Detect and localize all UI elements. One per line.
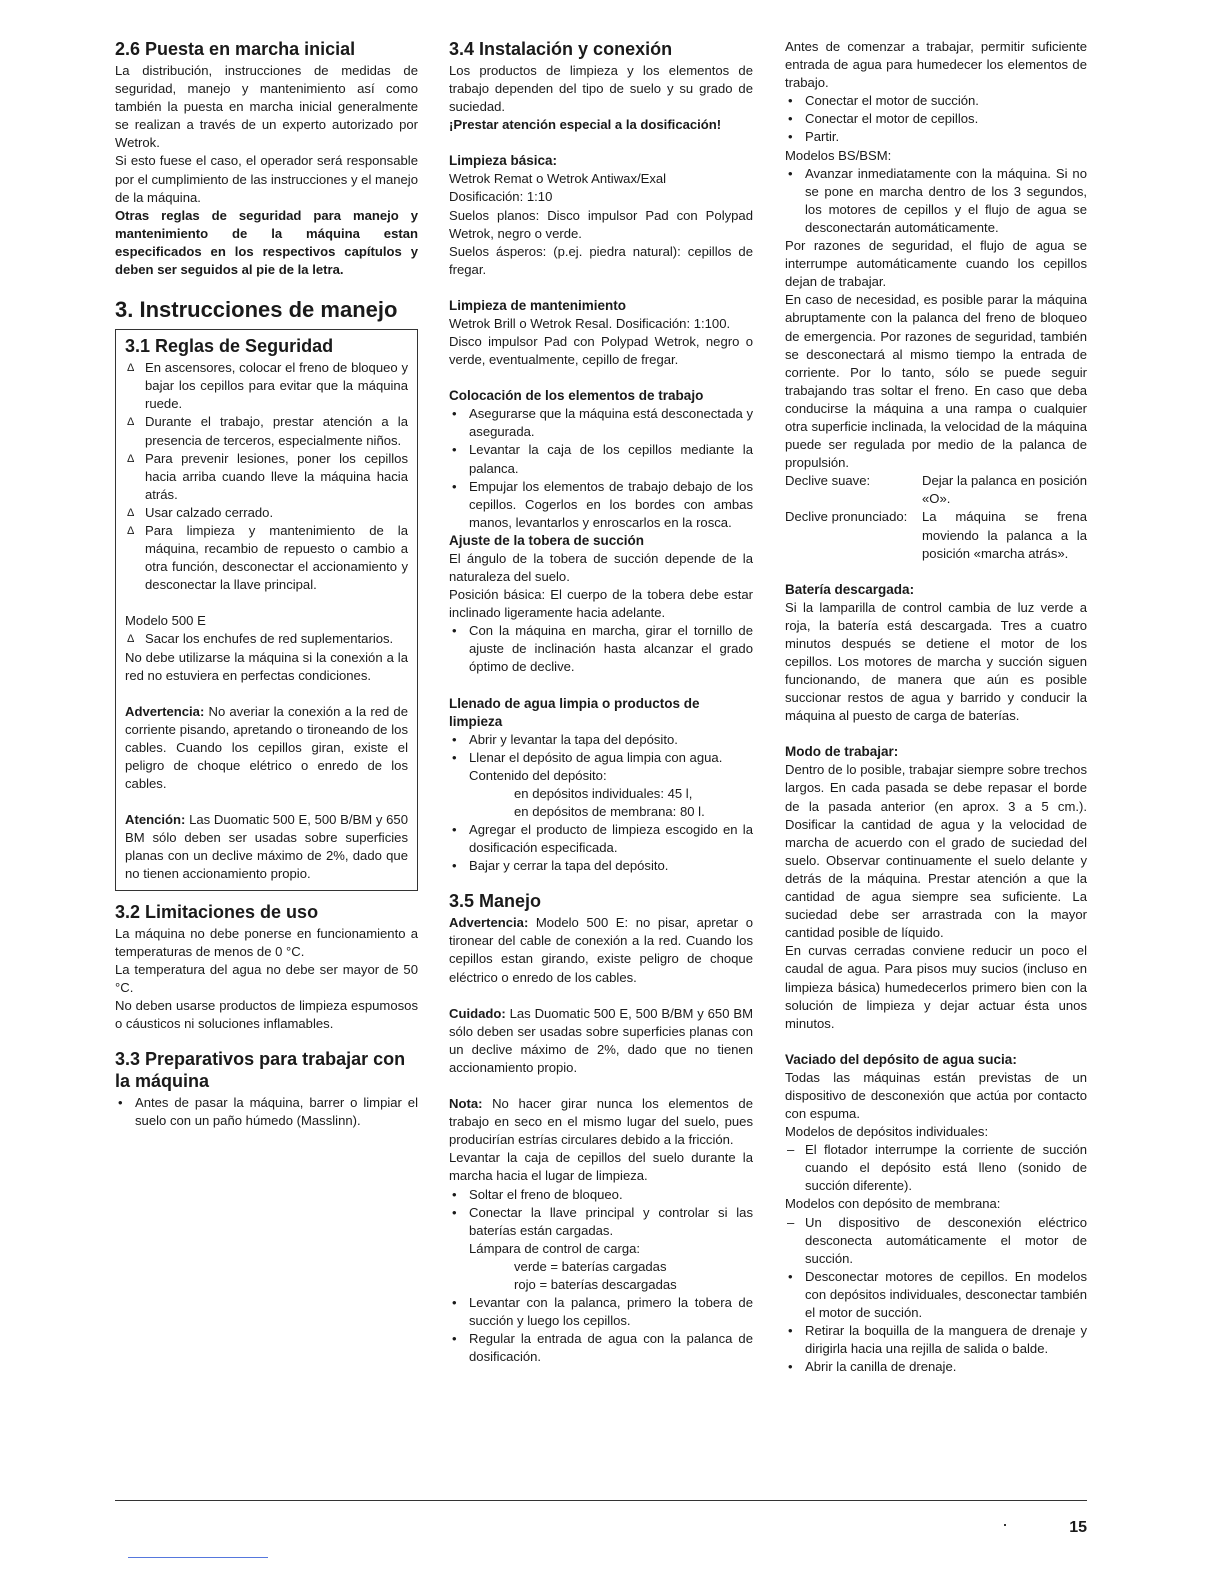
para-2-6-a: La distribución, instrucciones de medidas de seguridad, manejo y mantenimiento así como también la puesta en marcha inicial generalmente se realizan a través de un experto autorizado por Wetrok. (115, 63, 418, 151)
list-item: • Antes de pasar la máquina, barrer o limpiar el suelo con un paño húmedo (Masslinn). (115, 1094, 418, 1130)
list-item: • Abrir la canilla de drenaje. (785, 1358, 1087, 1376)
list-item: • Conectar la llave principal y controlar si las baterías están cargadas. Lámpara de control de carga: verde = baterías cargadas rojo = baterías descargadas (449, 1204, 753, 1294)
definition: Dejar la palanca en posición «O». (922, 473, 1087, 507)
list-item: • Asegurarse que la máquina está desconectada y asegurada. (449, 405, 753, 441)
list-item: • Levantar con la palanca, primero la tobera de succión y luego los cepillos. (449, 1294, 753, 1330)
subheading-vaciado: Vaciado del depósito de agua sucia: (785, 1051, 1017, 1067)
list-item: Δ Usar calzado cerrado. (125, 504, 408, 522)
text-line: Disco impulsor Pad con Polypad Wetrok, negro o verde, eventualmente, cepillo de fregar. (449, 334, 753, 368)
text-line: Levantar la caja de cepillos del suelo durante la marcha hacia el lugar de limpieza. (449, 1150, 753, 1184)
page-number: 15 (1069, 1519, 1087, 1536)
warning-paragraph: Advertencia: Modelo 500 E: no pisar, apretar o tironear del cable de conexión a la red. Cuando los cepillos estan girando, existe peligro de choque eléctrico o enredo de los cables. (449, 915, 753, 985)
text-line: El ángulo de la tobera de succión depende de la naturaleza del suelo. (449, 550, 753, 584)
note-paragraph: Nota: No hacer girar nunca los elementos de trabajo en seco en el mismo lugar del suelo, pues producirían estrías circulares debido a la fricción. (449, 1096, 753, 1148)
text-line: Dentro de lo posible, trabajar siempre sobre trechos largos. En cada pasada se debe repasar el borde de la pasada anterior (en aprox. 3 a 5 cm.). Dosificar la cantidad de agua y la velocidad de marcha de acuerdo con el grado de suciedad del suelo. Observar continuamente el suelo delante y detrás de la máquina. Prestar atención a que la cantidad de agua siempre sea suficiente. La suciedad debe ser arrastrada con la mayor cantidad posible de líquido. (785, 762, 1087, 941)
term: Declive pronunciado: (785, 509, 908, 525)
list-item: • Bajar y cerrar la tapa del depósito. (449, 857, 753, 875)
para-3-4: Los productos de limpieza y los elementos de trabajo dependen del tipo de suelo y su grado de suciedad. (449, 63, 753, 115)
para-no-debe: No debe utilizarse la máquina si la conexión a la red no estuviera en perfectas condiciones. (125, 649, 408, 683)
subheading-modo: Modo de trabajar: (785, 744, 899, 760)
list-item: • Regular la entrada de agua con la palanca de dosificación. (449, 1330, 753, 1366)
text-line: Modelos BS/BSM: (785, 147, 892, 163)
list-item: • Desconectar motores de cepillos. En modelos con depósitos individuales, desconectar también el motor de succión. (785, 1268, 1087, 1322)
list-item: • Soltar el freno de bloqueo. (449, 1186, 753, 1204)
subheading-colocacion: Colocación de los elementos de trabajo (449, 388, 704, 404)
slope-definitions (785, 472, 1087, 562)
heading-3-2: 3.2 Limitaciones de uso (115, 901, 319, 922)
subheading-limpieza-mantenimiento: Limpieza de mantenimiento (449, 297, 627, 313)
heading-3-1: 3.1 Reglas de Seguridad (125, 336, 334, 357)
subheading-bateria: Batería descargada: (785, 581, 915, 597)
text-line: Wetrok Remat o Wetrok Antiwax/Exal (449, 171, 667, 187)
term: Declive suave: (785, 473, 871, 489)
list-item: Δ Para limpieza y mantenimiento de la máquina, recambio de repuesto o cambio a otra función, desconectar el accionamiento y desconectar la llave principal. (125, 522, 408, 594)
colocacion-list (449, 405, 753, 532)
text-line: En curvas cerradas conviene reducir un poco el caudal de agua. Para pisos muy sucios (incluso en limpieza básica) humedecerlos primero bien con la solución de limpieza y dejar actuar ésta unos minutos. (785, 943, 1087, 1031)
list-item: Δ Sacar los enchufes de red suplementarios. (125, 630, 408, 648)
para-3-2-c: No deben usarse productos de limpieza espumosos o cáusticos ni soluciones inflamables. (115, 997, 418, 1032)
text-line: Modelos de depósitos individuales: (785, 1124, 989, 1140)
heading-3-3: 3.3 Preparativos para trabajar con la máquina (115, 1049, 406, 1092)
list-item: • Retirar la boquilla de la manguera de drenaje y dirigirla hacia una rejilla de salida o balde. (785, 1322, 1087, 1358)
subheading-llenado: Llenado de agua limpia o productos de limpieza (449, 695, 700, 729)
attention-paragraph: Atención: Las Duomatic 500 E, 500 B/BM y 650 BM sólo deben ser usadas sobre superficies planas con un declive máximo de 2%, dado que no tienen accionamiento propio. (125, 812, 408, 882)
text-line: Por razones de seguridad, el flujo de agua se interrumpe automáticamente cuando los cepillos dejan de trabajar. (785, 238, 1087, 290)
column-left (115, 32, 418, 1130)
list-item: • Empujar los elementos de trabajo debajo de los cepillos. Cogerlos en los bordes con ambas manos, levantarlos y enroscarlos en la rosca. (449, 478, 753, 532)
text-line: Antes de comenzar a trabajar, permitir suficiente entrada de agua para humedecer los elementos de trabajo. (785, 39, 1087, 91)
list-item: – El flotador interrumpe la corriente de succión cuando el depósito está lleno (sonido de succión diferente). (785, 1141, 1087, 1195)
list-item: • Abrir y levantar la tapa del depósito. (449, 731, 753, 749)
start-list (785, 92, 1087, 146)
list-item: Δ Para prevenir lesiones, poner los cepillos hacia arriba cuando lleve la máquina hacia atrás. (125, 450, 408, 504)
para-2-6-c: Otras reglas de seguridad para manejo y mantenimiento de la máquina estan especificados en los respectivos capítulos y deben ser seguidos al pie de la letra. (115, 207, 418, 278)
list-item: • Partir. (785, 128, 1087, 146)
safety-rules-list (125, 359, 408, 594)
para-2-6-b: Si esto fuese el caso, el operador será responsable por el cumplimiento de las instrucciones y el manejo de la máquina. (115, 153, 418, 205)
subheading-ajuste: Ajuste de la tobera de succión (449, 532, 645, 548)
text-line: Wetrok Brill o Wetrok Resal. Dosificación: 1:100. (449, 315, 731, 331)
list-item: • Agregar el producto de limpieza escogido en la dosificación especificada. (449, 821, 753, 857)
footer-rule (115, 1500, 1087, 1501)
safety-box (115, 329, 418, 890)
model-label: Modelo 500 E (125, 613, 206, 629)
list-item: • Conectar el motor de cepillos. (785, 110, 1087, 128)
text-line: Todas las máquinas están previstas de un dispositivo de desconexión que actúa por contacto con espuma. (785, 1069, 1087, 1121)
speck (1004, 1524, 1006, 1526)
llenado-list (449, 731, 753, 876)
footer-link-underline (128, 1557, 268, 1558)
list-item: • Avanzar inmediatamente con la máquina. Si no se pone en marcha dentro de los 3 segundos, los motores de cepillos y el flujo de agua se desconectarán automáticamente. (785, 165, 1087, 237)
warning-paragraph: Advertencia: No averiar la conexión a la red de corriente pisando, apretando o tironeando de los cables. Cuando los cepillos giran, existe el peligro de choque elétrico o enredo de los cables. (125, 703, 408, 792)
list-item: Δ Durante el trabajo, prestar atención a la presencia de terceros, especialmente niños. (125, 413, 408, 449)
list-item: • Con la máquina en marcha, girar el tornillo de ajuste de inclinación hasta alcanzar el grado óptimo de declive. (449, 622, 753, 676)
heading-3: 3. Instrucciones de manejo (115, 297, 398, 323)
list-item: • Llenar el depósito de agua limpia con agua. Contenido del depósito: en depósitos individuales: 45 l, en depósitos de membrana: 80 l. (449, 749, 753, 821)
column-right (785, 38, 1087, 1376)
heading-2-6: 2.6 Puesta en marcha inicial (115, 39, 356, 59)
text-line: Dosificación: 1:10 (449, 189, 553, 205)
heading-3-5: 3.5 Manejo (449, 891, 542, 912)
text-line: Suelos ásperos: (p.ej. piedra natural): cepillos de fregar. (449, 243, 753, 277)
text-line: Modelos con depósito de membrana: (785, 1196, 1001, 1212)
text-line: Posición básica: El cuerpo de la tobera debe estar inclinado ligeramente hacia adelante. (449, 587, 753, 621)
list-item: Δ En ascensores, colocar el freno de bloqueo y bajar los cepillos para evitar que la máquina ruede. (125, 359, 408, 413)
definition: La máquina se frena moviendo la palanca a la posición «marcha atrás». (922, 509, 1087, 561)
text-line: Suelos planos: Disco impulsor Pad con Polypad Wetrok, negro o verde. (449, 207, 753, 241)
manejo-list (449, 1186, 753, 1367)
subheading-limpieza-basica: Limpieza básica: (449, 153, 558, 169)
caution-paragraph: Cuidado: Las Duomatic 500 E, 500 B/BM y 650 BM sólo deben ser usadas sobre superficies planas con un declive máximo de 2%, dado que no tienen accionamiento propio. (449, 1005, 753, 1075)
para-3-2-a: La máquina no debe ponerse en funcionamiento a temperaturas de menos de 0 °C. (115, 925, 418, 959)
list-item: • Levantar la caja de los cepillos mediante la palanca. (449, 441, 753, 477)
list-item: – Un dispositivo de desconexión eléctrico desconecta automáticamente el motor de succión. (785, 1214, 1087, 1268)
para-3-2-b: La temperatura del agua no debe ser mayor de 50 °C. (115, 961, 418, 995)
text-line: Si la lamparilla de control cambia de luz verde a roja, la batería está descargada. Tres a cuatro minutos después se detiene el motor de los cepillos. Los motores de marcha y succión siguen funcionando, de manera que aún es posible succionar restos de agua y barrido y conducir la máquina al puesto de carga de baterías. (785, 599, 1087, 724)
vaciado-list (785, 1268, 1087, 1377)
para-3-4-bold: ¡Prestar atención especial a la dosificación! (449, 117, 722, 133)
text-line: En caso de necesidad, es posible parar la máquina abruptamente con la palanca del freno de bloqueo de emergencia. Por razones de seguridad, también se desconectará al mismo tiempo la entrada de corriente. Por lo tanto, sólo se puede seguir trabajando tras soltar el freno. En caso que deba conducirse la máquina a una rampa o cualquier otra superficie inclinada, la velocidad de la máquina puede ser regulada por medio de la palanca de propulsión. (785, 292, 1087, 471)
column-middle (449, 32, 753, 1366)
heading-3-4: 3.4 Instalación y conexión (449, 39, 673, 59)
list-item: • Conectar el motor de succión. (785, 92, 1087, 110)
